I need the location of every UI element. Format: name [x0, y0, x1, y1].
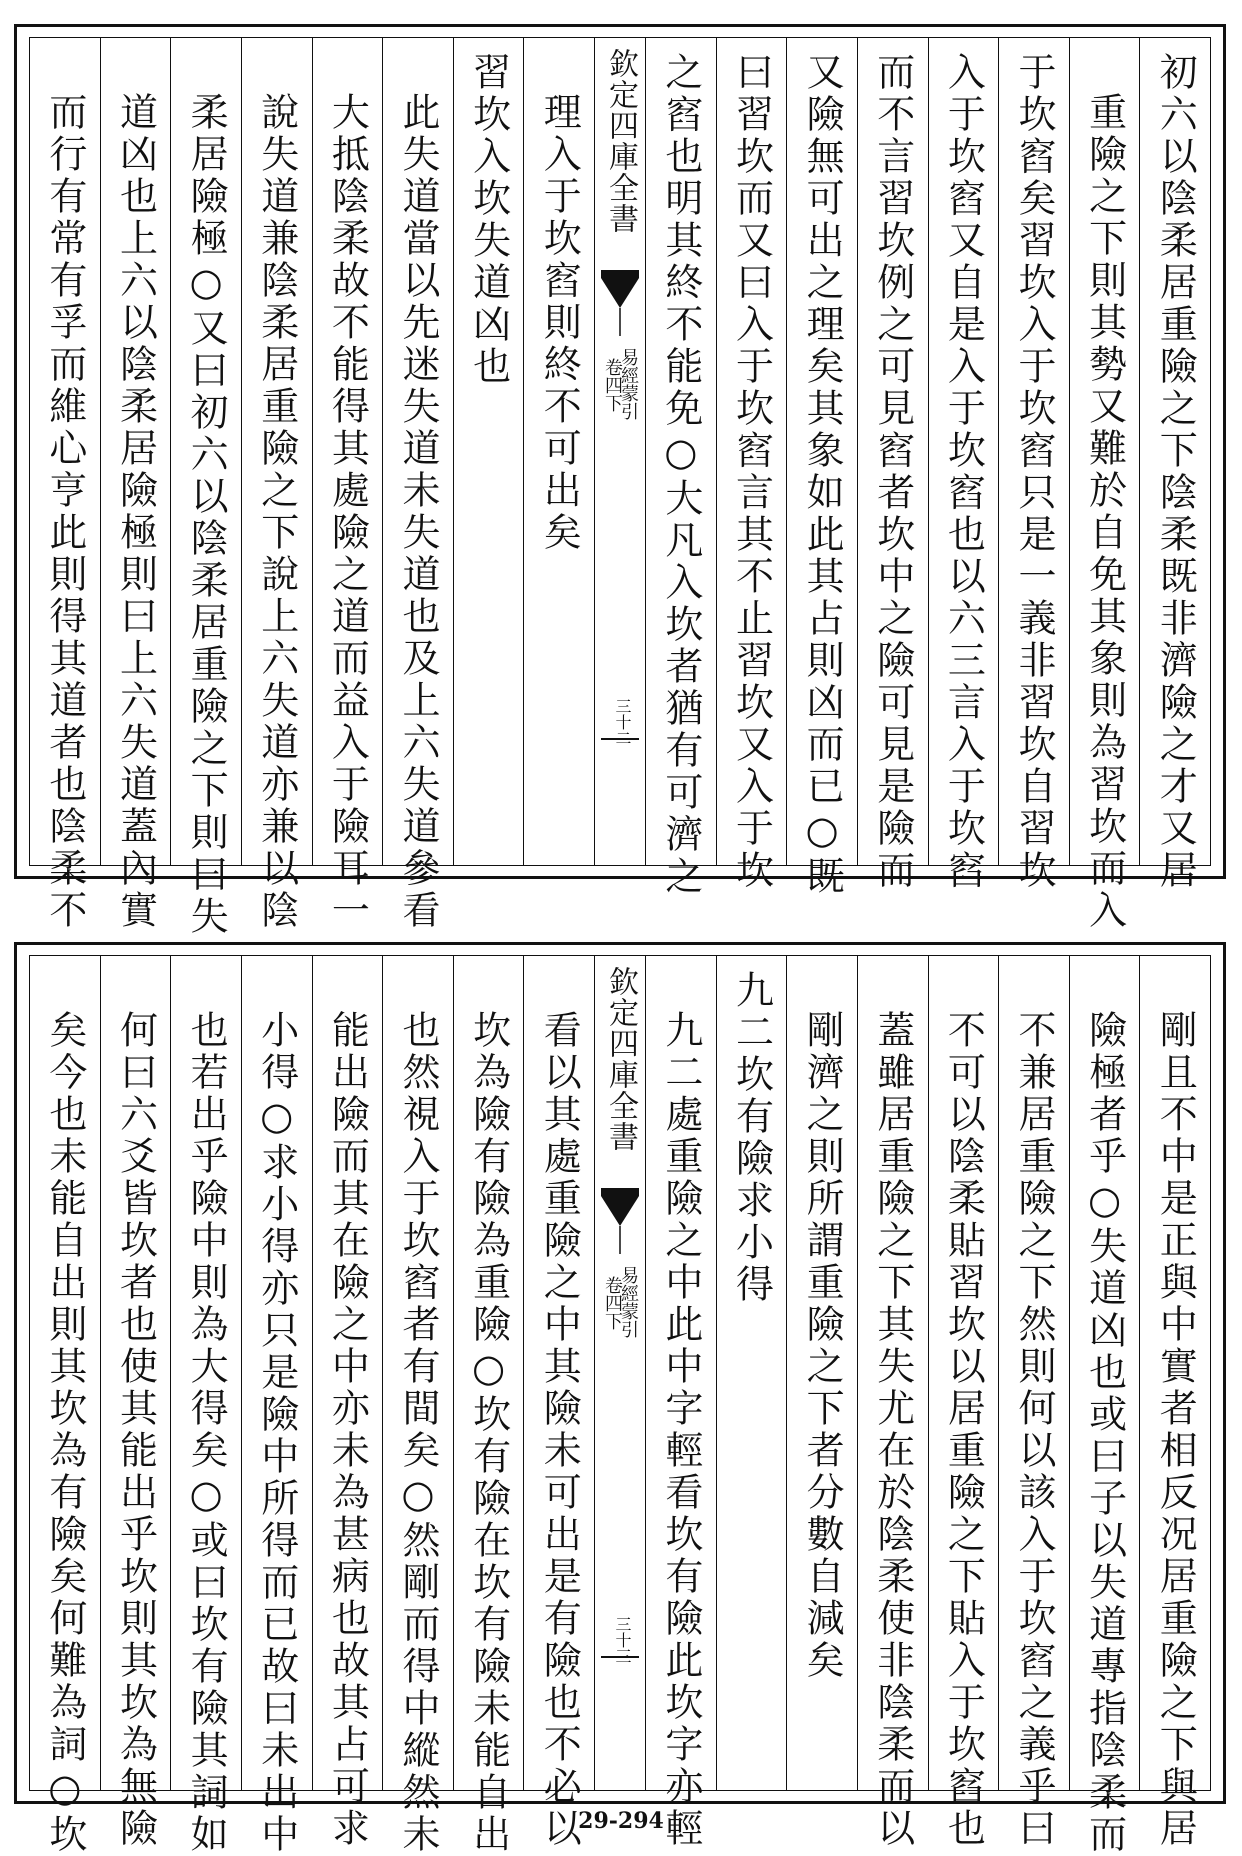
text-column: [1139, 38, 1210, 892]
column-text: 看以其處重險之中其險未可出是有險也不必以: [537, 1010, 582, 1850]
text-column: [523, 956, 594, 1850]
column-text: 道凶也上六以陰柔居險極則曰上六失道蓋內實: [113, 92, 158, 932]
column-text: 柔居險極○又曰初六以陰柔居重險之下則曰失: [184, 92, 229, 938]
text-column: [523, 38, 594, 865]
banner-volume: 卷四下: [602, 1276, 623, 1330]
column-text: 不可以陰柔貼習坎以居重險之下貼入于坎窞也: [941, 1010, 986, 1850]
column-text: 險極者乎○失道凶也或曰子以失道專指陰柔而: [1082, 1010, 1127, 1856]
text-column: [30, 956, 100, 1856]
text-column: [645, 38, 716, 898]
column-text: 剛且不中是正與中實者相反况居重險之下與居: [1153, 1010, 1198, 1850]
column-text: 大抵陰柔故不能得其處險之道而益入于險耳一: [325, 92, 370, 932]
column-text: 坎為險有險為重險○坎有險在坎有險未能自出: [466, 1010, 511, 1856]
column-text: 又險無可出之理矣其象如此其占則凶而已○既: [800, 52, 845, 898]
column-text: 習坎入坎失道凶也: [466, 52, 511, 388]
text-column: [382, 38, 453, 932]
text-column: [857, 956, 928, 1850]
column-text: 矣今也未能自出則其坎為有險矣何難為詞○坎: [42, 1010, 87, 1856]
banner-divider: [601, 738, 639, 740]
banner-book-title: 易經蒙引: [618, 1266, 639, 1338]
text-column: [100, 956, 171, 1850]
column-text: 理入于坎窞則終不可出矣: [537, 92, 582, 554]
top-page-frame: [29, 37, 1211, 938]
text-column: [1139, 956, 1210, 1850]
banner-title: 欽定四庫全書: [603, 966, 638, 1152]
banner-title: 欽定四庫全書: [603, 48, 638, 234]
column-text: 曰習坎而又曰入于坎窞言其不止習坎又入于坎: [729, 52, 774, 892]
column-text: 能出險而其在險之中亦未為甚病也故其占可求: [325, 1010, 370, 1850]
text-column: [928, 956, 999, 1850]
text-column: [30, 38, 100, 932]
column-text: 也然視入于坎窞者有間矣○然剛而得中縱然未: [395, 1010, 440, 1856]
top-page-panel: [14, 24, 1226, 938]
text-column: [241, 956, 312, 1856]
column-text: 何曰六爻皆坎者也使其能出乎坎則其坎為無險: [113, 1010, 158, 1850]
text-column: [716, 38, 787, 892]
text-column: [928, 38, 999, 892]
text-column: [453, 38, 524, 865]
column-text: 說失道兼陰柔居重險之下說上六失道亦兼以陰: [254, 92, 299, 932]
banner-page-number: 三十二: [613, 698, 632, 746]
text-column: [786, 38, 857, 898]
text-column: [453, 956, 524, 1856]
center-banner: [594, 38, 645, 865]
column-text: 初六以陰柔居重險之下陰柔既非濟險之才又居: [1153, 52, 1198, 892]
text-column: [1069, 38, 1140, 932]
banner-volume: 卷四下: [602, 358, 623, 412]
column-text: 九二坎有險求小得: [729, 970, 774, 1306]
text-column: [100, 38, 171, 932]
center-banner: [594, 956, 645, 1790]
column-text: 而行有常有孚而維心亨此則得其道者也陰柔不: [42, 92, 87, 932]
text-column: [241, 38, 312, 932]
banner-book-title: 易經蒙引: [618, 348, 639, 420]
banner-divider: [601, 1656, 639, 1658]
text-column: [716, 956, 787, 1790]
text-column: [382, 956, 453, 1856]
text-column: [312, 38, 383, 932]
text-column: [170, 956, 241, 1856]
text-column: [312, 956, 383, 1850]
column-text: 入于坎窞又自是入于坎窞也以六三言入于坎窞: [941, 52, 986, 892]
column-text: 九二處重險之中此中字輕看坎有險此坎字亦輕: [658, 1010, 703, 1850]
column-text: 此失道當以先迷失道未失道也及上六失道參看: [395, 92, 440, 932]
column-text: 于坎窞矣習坎入于坎窞只是一義非習坎自習坎: [1011, 52, 1056, 892]
text-column: [170, 38, 241, 938]
text-column: [998, 38, 1069, 892]
text-column: [645, 956, 716, 1850]
column-text: 也若出乎險中則為大得矣○或曰坎有險其詞如: [184, 1010, 229, 1856]
column-text: 小得○求小得亦只是險中所得而已故曰未出中: [254, 1010, 299, 1856]
column-text: 剛濟之則所謂重險之下者分數自減矣: [800, 1010, 845, 1682]
column-text: 蓋雖居重險之下其失尤在於陰柔使非陰柔而以: [870, 1010, 915, 1850]
page-number: 29-294: [578, 1808, 664, 1834]
column-text: 之窞也明其終不能免○大凡入坎者猶有可濟之: [658, 52, 703, 898]
text-column: [786, 956, 857, 1790]
fish-tail-mark-icon: [599, 268, 641, 338]
text-column: [857, 38, 928, 892]
column-text: 而不言習坎例之可見窞者坎中之險可見是險而: [870, 52, 915, 892]
banner-page-number: 三十三: [613, 1616, 632, 1664]
text-column: [1069, 956, 1140, 1856]
fish-tail-mark-icon: [599, 1186, 641, 1256]
column-text: 不兼居重險之下然則何以該入于坎窞之義乎曰: [1011, 1010, 1056, 1850]
text-column: [998, 956, 1069, 1850]
column-text: 重險之下則其勢又難於自免其象則為習坎而入: [1082, 92, 1127, 932]
